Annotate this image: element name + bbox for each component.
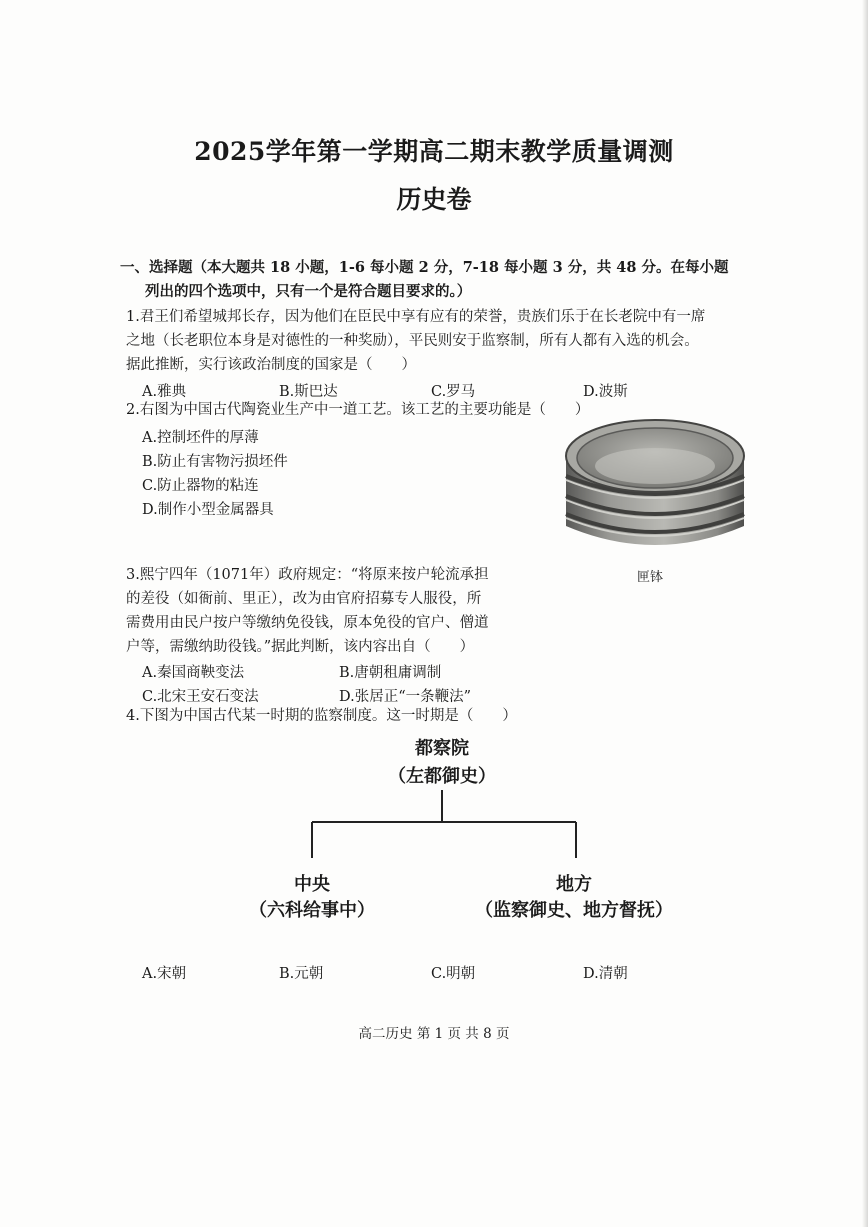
q4-line1: 4.下图为中国古代某一时期的监察制度。这一时期是（ ） — [126, 708, 517, 724]
q3-option-a: A.秦国商鞅变法 — [142, 665, 245, 681]
diagram-connector-lines — [300, 790, 590, 860]
q4-option-d: D.清朝 — [583, 966, 628, 982]
diagram-root-sub: （左都御史） — [388, 766, 496, 787]
q4-option-c: C.明朝 — [431, 966, 476, 982]
q3-option-c: C.北宋王安石变法 — [142, 689, 259, 705]
q1-line1: 1.君王们希望城邦长存，因为他们在臣民中享有应有的荣誉，贵族们乐于在长老院中有一席 — [126, 309, 706, 325]
diagram-right-sub: （监察御史、地方督抚） — [475, 900, 673, 921]
section1-heading-line2: 列出的四个选项中，只有一个是符合题目要求的。） — [145, 283, 472, 300]
q3-line2: 的差役（如衙前、里正），改为由官府招募专人服役，所 — [126, 591, 482, 607]
q3-line1: 3.熙宁四年（1071年）政府规定：“将原来按户轮流承担 — [126, 567, 489, 583]
q2-option-d: D.制作小型金属器具 — [142, 502, 274, 518]
saggar-caption: 匣钵 — [637, 570, 664, 585]
q1-option-a: A.雅典 — [142, 384, 187, 400]
q3-option-d: D.张居正“一条鞭法” — [339, 689, 472, 705]
diagram-root-name: 都察院 — [415, 738, 469, 759]
q1-option-b: B.斯巴达 — [279, 384, 338, 400]
q2-option-b: B.防止有害物污损坯件 — [142, 454, 288, 470]
q1-option-d: D.波斯 — [583, 384, 628, 400]
q1-line3: 据此推断，实行该政治制度的国家是（ ） — [126, 357, 416, 373]
exam-title: 2025学年第一学期高二期末教学质量调测 — [194, 137, 674, 166]
q1-option-c: C.罗马 — [431, 384, 476, 400]
q2-line1: 2.右图为中国古代陶瓷业生产中一道工艺。该工艺的主要功能是（ ） — [126, 402, 590, 418]
q4-option-b: B.元朝 — [279, 966, 324, 982]
diagram-right-name: 地方 — [556, 874, 592, 895]
q3-option-b: B.唐朝租庸调制 — [339, 665, 442, 681]
page-footer: 高二历史 第 1 页 共 8 页 — [358, 1026, 510, 1042]
section1-heading-line1: 一、选择题（本大题共 18 小题，1-6 每小题 2 分，7-18 每小题 3 分，共 48 分。在每小题 — [120, 259, 729, 276]
saggar-photo — [560, 414, 750, 564]
q2-option-a: A.控制坯件的厚薄 — [142, 430, 259, 446]
exam-subtitle: 历史卷 — [396, 185, 472, 214]
q4-option-a: A.宋朝 — [142, 966, 187, 982]
q3-line4: 户等，需缴纳助役钱。”据此判断，该内容出自（ ） — [126, 639, 475, 655]
q3-line3: 需费用由民户按户等缴纳免役钱，原本免役的官户、僧道 — [126, 615, 489, 631]
q2-option-c: C.防止器物的粘连 — [142, 478, 259, 494]
diagram-left-sub: （六科给事中） — [249, 900, 375, 921]
diagram-left-name: 中央 — [294, 874, 330, 895]
q1-line2: 之地（长老职位本身是对德性的一种奖励），平民则安于监察制，所有人都有入选的机会。 — [126, 333, 699, 349]
